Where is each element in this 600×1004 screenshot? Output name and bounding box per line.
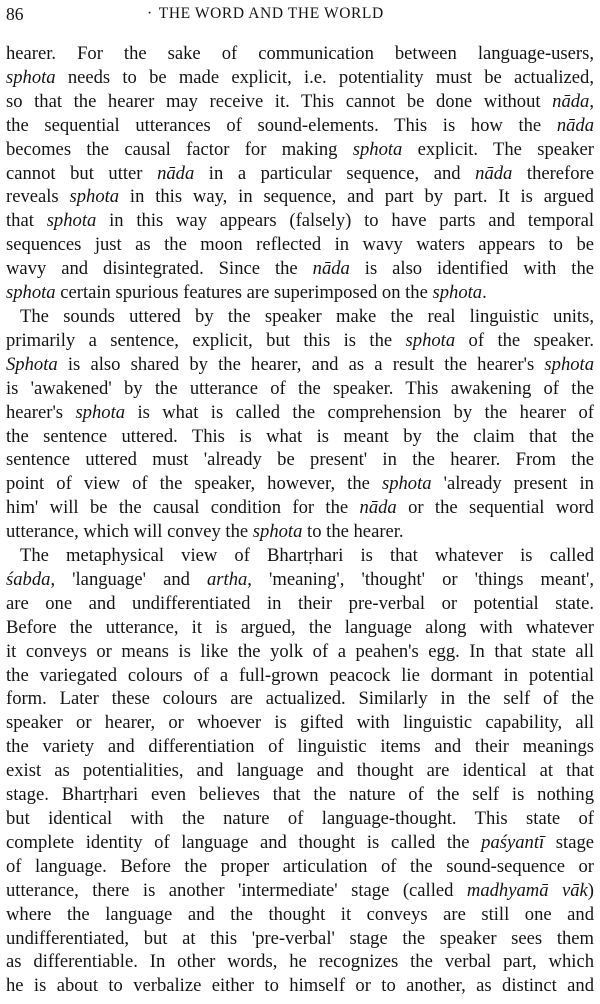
- text-run: to the hearer.: [302, 521, 404, 543]
- italic-term: sphota: [381, 473, 432, 495]
- header-bullet: ·: [147, 5, 153, 22]
- text-line: [6, 425, 594, 449]
- text-run: the variety and differentiation of linguistic items and their meanings: [6, 736, 594, 758]
- text-run: undifferentiated, but at this 'pre-verbal' stage the speaker sees them: [6, 927, 594, 949]
- italic-term: nāda: [475, 162, 513, 184]
- text-line: [6, 687, 594, 711]
- text-run: he is about to verbalize either to himself or to another, as distinct and: [6, 975, 594, 997]
- text-line: [6, 544, 594, 568]
- text-line: [6, 138, 594, 162]
- text-line: [6, 927, 594, 951]
- text-run: are one and undifferentiated in their pre-verbal or potential state.: [6, 592, 594, 614]
- text-run: utterance, there is another 'intermediate' stage (called: [6, 879, 467, 901]
- italic-term: sphota: [352, 138, 403, 160]
- text-line: [6, 592, 594, 616]
- italic-term: sphota: [432, 282, 483, 304]
- text-run: becomes the causal factor for making: [6, 138, 353, 160]
- text-run: wavy and disintegrated. Since the: [6, 258, 313, 280]
- text-line: [6, 448, 594, 472]
- italic-term: sphota: [405, 329, 456, 351]
- text-line: [6, 879, 594, 903]
- text-run: utterance, which will convey the: [6, 521, 253, 543]
- paragraph: [6, 42, 594, 305]
- text-line: [6, 305, 594, 329]
- text-run: 'already present in: [431, 473, 594, 495]
- text-run: in a particular sequence, and: [194, 162, 476, 184]
- text-line: [6, 903, 594, 927]
- italic-term: sphota: [252, 521, 303, 543]
- text-line: [6, 568, 594, 592]
- running-title-text: THE WORD AND THE WORLD: [158, 5, 384, 22]
- text-run: it conveys or means is like the yolk of a peahen's egg. In that state all: [6, 640, 594, 662]
- text-run: , 'meaning', 'thought' or 'things meant',: [247, 568, 594, 590]
- text-line: [6, 90, 594, 114]
- text-run: the sentence uttered. This is what is meant by the claim that the: [6, 425, 594, 447]
- text-line: [6, 233, 594, 257]
- text-run: in this way, in sequence, and part by part. It is argued: [119, 186, 594, 208]
- text-line: [6, 329, 594, 353]
- text-line: [6, 353, 594, 377]
- text-run: as differentiable. In other words, he recognizes the verbal part, which: [6, 951, 594, 973]
- text-run: speaker or hearer, or whoever is gifted with linguistic capability, all: [6, 712, 594, 734]
- text-run: Before the utterance, it is argued, the language along with whatever: [6, 616, 594, 638]
- text-run: of the speaker.: [455, 329, 594, 351]
- text-line: [6, 257, 594, 281]
- text-line: [6, 281, 594, 305]
- text-run: in this way appears (falsely) to have parts and temporal: [96, 210, 594, 232]
- text-run: is what is called the comprehension by the hearer of: [125, 401, 594, 423]
- text-run: cannot but utter: [6, 162, 158, 184]
- text-line: [6, 377, 594, 401]
- italic-term: nāda: [157, 162, 195, 184]
- text-run: The sounds uttered by the speaker make the real linguistic units,: [20, 305, 594, 327]
- text-run: the sequential utterances of sound-elements. This is how the: [6, 114, 557, 136]
- text-line: [6, 831, 594, 855]
- body-text: [6, 42, 594, 998]
- text-run: where the language and the thought it conveys are still one and: [6, 903, 594, 925]
- text-run: is 'awakened' by the utterance of the speaker. This awakening of the: [6, 377, 594, 399]
- text-run: hearer's: [6, 401, 76, 423]
- italic-term: sphota: [6, 66, 56, 88]
- text-line: [6, 974, 594, 998]
- text-run: hearer. For the sake of communication between language-users,: [6, 43, 594, 64]
- text-line: [6, 496, 594, 520]
- text-run: needs to be made explicit, i.e. potentiality must be actualized,: [55, 66, 594, 88]
- text-run: form. Later these colours are actualized. Similarly in the self of the: [6, 688, 594, 710]
- text-line: [6, 472, 594, 496]
- italic-term: sphota: [69, 186, 120, 208]
- text-run: stage: [544, 831, 594, 853]
- text-run: so that the hearer may receive it. This cannot be done without: [6, 90, 553, 112]
- text-line: [6, 42, 594, 66]
- text-line: [6, 209, 594, 233]
- text-line: [6, 114, 594, 138]
- text-run: ,: [589, 90, 594, 112]
- italic-term: nāda: [552, 90, 590, 112]
- text-run: .: [482, 282, 487, 304]
- running-header: [6, 2, 594, 26]
- text-run: the variegated colours of a full-grown peacock lie dormant in potential: [6, 664, 594, 686]
- italic-term: nāda: [556, 114, 594, 136]
- text-line: [6, 735, 594, 759]
- text-line: [6, 616, 594, 640]
- text-run: of language. Before the proper articulation of the sound-sequence or: [6, 855, 594, 877]
- text-line: [6, 401, 594, 425]
- text-line: [6, 759, 594, 783]
- text-run: reveals: [6, 186, 70, 208]
- text-line: [6, 66, 594, 90]
- italic-term: sphota: [544, 353, 594, 375]
- text-line: [6, 664, 594, 688]
- text-run: The metaphysical view of Bhartṛhari is that whatever is called: [20, 545, 594, 567]
- text-run: that: [6, 210, 47, 232]
- paragraph: [6, 305, 594, 544]
- italic-term: sphota: [6, 282, 56, 304]
- text-line: [6, 783, 594, 807]
- text-run: sentence uttered must 'already be present' in the hearer. From the: [6, 449, 594, 471]
- italic-term: artha: [207, 568, 248, 590]
- italic-term: śabda: [6, 568, 51, 590]
- text-run: is also shared by the hearer, and as a result the hearer's: [57, 353, 545, 375]
- text-line: [6, 640, 594, 664]
- page-number: 86: [6, 4, 24, 24]
- running-title: [147, 2, 384, 26]
- text-run: stage. Bhartṛhari even believes that the nature of the self is nothing: [6, 784, 594, 806]
- text-run: or the sequential word: [396, 497, 594, 519]
- text-run: point of view of the speaker, however, the: [6, 473, 382, 495]
- text-run: certain spurious features are superimposed on the: [55, 282, 433, 304]
- text-line: [6, 711, 594, 735]
- text-run: him' will be the causal condition for the: [6, 497, 360, 519]
- text-line: [6, 162, 594, 186]
- italic-term: madhyamā vāk: [466, 879, 588, 901]
- italic-term: sphota: [75, 401, 126, 423]
- text-line: [6, 807, 594, 831]
- text-line: [6, 520, 594, 544]
- text-run: explicit. The speaker: [402, 138, 594, 160]
- italic-term: nāda: [359, 497, 397, 519]
- text-run: exist as potentialities, and language and thought are identical at that: [6, 760, 594, 782]
- text-run: complete identity of language and thought is called the: [6, 831, 482, 853]
- text-run: primarily a sentence, explicit, but this is the: [6, 329, 406, 351]
- italic-term: nāda: [312, 258, 350, 280]
- text-run: is also identified with the: [349, 258, 595, 280]
- italic-term: sphota: [46, 210, 97, 232]
- italic-term: Sphota: [6, 353, 58, 375]
- text-run: ): [587, 879, 594, 901]
- text-line: [6, 950, 594, 974]
- text-run: therefore: [512, 162, 594, 184]
- text-line: [6, 185, 594, 209]
- text-line: [6, 855, 594, 879]
- text-run: , 'language' and: [50, 568, 207, 590]
- paragraph: [6, 544, 594, 998]
- text-run: sequences just as the moon reflected in wavy waters appears to be: [6, 234, 594, 256]
- text-run: but identical with the nature of language-thought. This state of: [6, 808, 594, 829]
- italic-term: paśyantī: [481, 831, 545, 853]
